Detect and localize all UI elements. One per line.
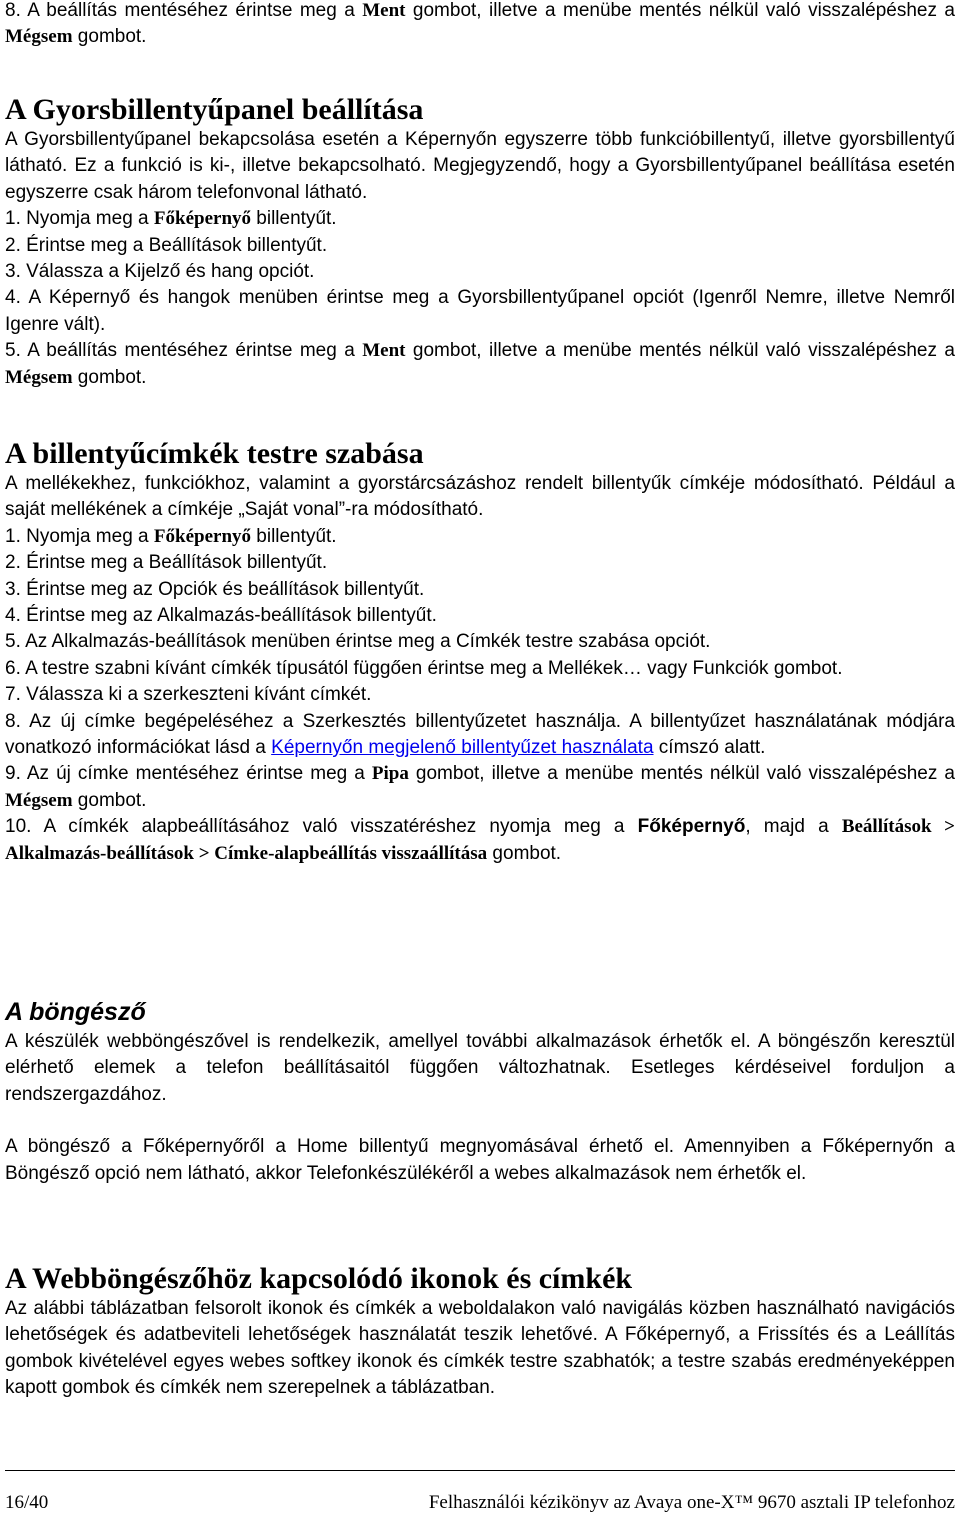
step-2: 2. Érintse meg a Beállítások billentyűt. [5,234,328,256]
step-4: 4. A Képernyő és hangok menüben érintse meg a Gyorsbillentyűpanel opciót (Igenről Nemre, illetve Nemről Igenre vált). [5,287,955,335]
step-7: 7. Válassza ki a szerkeszteni kívánt címkét. [5,684,372,706]
key-label: Főképernyő [153,525,252,547]
cancel-key-label: Mégsem [5,26,73,48]
step-6: 6. A testre szabni kívánt címkék típusától függően érintse meg a Mellékek… vagy Funkciók gombot. [5,657,843,679]
document-title: Felhasználói kézikönyv az Avaya one-X™ 9670 asztali IP telefonhoz [428,1492,955,1513]
page-footer [5,1470,955,1515]
keyboard-help-link[interactable]: Képernyőn megjelenő billentyűzet használata [271,737,654,759]
ok-key-label: Ment [362,340,406,362]
home-key-label: Főképernyő [637,816,746,838]
key-label: Főképernyő [153,208,252,230]
cancel-key-label: Mégsem [5,789,73,811]
step-8: 8. Az új címke begépeléséhez a Szerkesztés billentyűzetet használja. A billentyűzet használatának módjára vonatkozó információkat lásd a Képernyőn megjelenő billentyűzet használata címszó alatt. [5,710,955,759]
quickpanel-section [5,93,955,391]
browser-section [5,995,955,1187]
step-9: 9. Az új címke mentéséhez érintse meg a Pipa gombot, illetve a menübe mentés nélkül való visszalépéshez a Mégsem gombot. [5,763,955,811]
section-heading: A böngésző [5,998,146,1026]
save-step: 8. A beállítás mentéséhez érintse meg a Ment gombot, illetve a menübe mentés nélkül való visszalépéshez a Mégsem gombot. [5,0,955,48]
step-5: 5. A beállítás mentéséhez érintse meg a Ment gombot, illetve a menübe mentés nélkül való visszalépéshez a Mégsem gombot. [5,340,955,388]
section-intro: A Gyorsbillentyűpanel bekapcsolása esetén a Képernyőn egyszerre több funkcióbillentyű, illetve gyorsbillentyű látható. Ez a funkció is ki-, illetve bekapcsolható. Megjegyzendő, hogy a Gyorsbillentyűpanel beállítása esetén egyszerre csak három telefonvonal látható. [5,129,955,203]
browser-paragraph-2: A böngésző a Főképernyőről a Home billentyű megnyomásával érhető el. Amennyiben a Főképernyőn a Böngésző opció nem látható, akkor Telefonkészülékéről a webes alkalmazások nem érhetők el. [5,1136,955,1184]
browser-paragraph-1: A készülék webböngészővel is rendelkezik, amellyel további alkalmazások érhetők el. A böngészőn keresztül elérhető elemek a telefon beállításaitól függően változhatnak. Esetleges kérdéseivel forduljon a rendszergazdához. [5,1031,955,1105]
check-key-label: Pipa [371,763,409,785]
page-number: 16/40 [5,1492,49,1513]
step-5: 5. Az Alkalmazás-beállítások menüben érintse meg a Címkék testre szabása opciót. [5,631,711,653]
section-heading: A Gyorsbillentyűpanel beállítása [5,93,424,126]
step-3: 3. Érintse meg az Opciók és beállítások billentyűt. [5,578,425,600]
icons-paragraph: Az alábbi táblázatban felsorolt ikonok és címkék a weboldalakon való navigálás közben használható navigációs lehetőségek és adatbeviteli lehetőségek használatát teszik lehetővé. A Főképernyő, a Frissítés és a Leállítás gombok kivételével egyes webes softkey ikonok és címkék testre szabhatók; a testre szabás eredményeképpen kapott gombok és címkék nem szerepelnek a táblázatban. [5,1298,955,1399]
step-2: 2. Érintse meg a Beállítások billentyűt. [5,552,328,574]
menu-path-label: Beállítások > Alkalmazás-beállítások > Címke-alapbeállítás visszaállítása [5,816,956,864]
labels-section [5,437,955,867]
step-1: 1. Nyomja meg a Főképernyő billentyűt. [5,525,337,547]
step-1: 1. Nyomja meg a Főképernyő billentyűt. [5,208,337,230]
section-heading: A Webböngészőhöz kapcsolódó ikonok és címkék [5,1262,633,1295]
ok-key-label: Ment [362,0,406,21]
section-heading: A billentyűcímkék testre szabása [5,437,424,470]
step-3: 3. Válassza a Kijelző és hang opciót. [5,261,315,283]
icons-section [5,1262,955,1402]
step-4: 4. Érintse meg az Alkalmazás-beállítások billentyűt. [5,605,437,627]
cancel-key-label: Mégsem [5,366,73,388]
section-intro: A mellékekhez, funkciókhoz, valamint a gyorstárcsázáshoz rendelt billentyűk címkéje módosítható. Például a saját mellékének a címkéje „Saját vonal”-ra módosítható. [5,473,955,521]
step-10: 10. A címkék alapbeállításához való visszatéréshez nyomja meg a Főképernyő, majd a Beállítások > Alkalmazás-beállítások > Címke-alapbeállítás visszaállítása gombot. [5,816,956,864]
